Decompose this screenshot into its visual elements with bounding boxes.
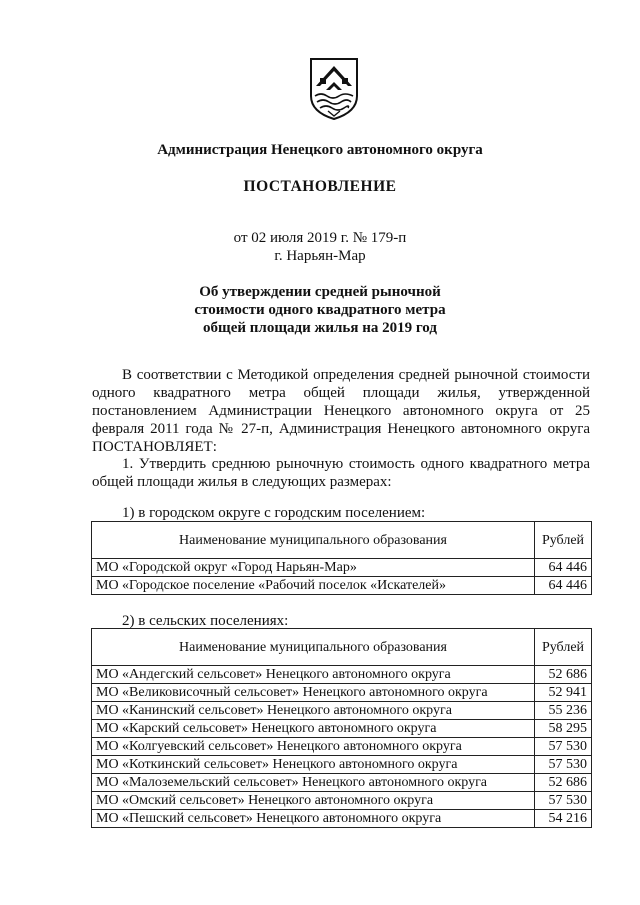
municipality-name: МО «Колгуевский сельсовет» Ненецкого автономного округа — [92, 738, 535, 756]
column-header-rubles: Рублей — [535, 629, 592, 666]
subject-line: стоимости одного квадратного метра — [194, 302, 446, 318]
table-row — [92, 666, 592, 684]
municipality-name: МО «Городское поселение «Рабочий поселок «Искателей» — [92, 577, 535, 595]
price-value: 57 530 — [535, 738, 592, 756]
table-row — [92, 702, 592, 720]
table-header-row — [92, 522, 592, 559]
rural-prices-table — [91, 628, 592, 828]
table-row — [92, 684, 592, 702]
table-row — [92, 559, 592, 577]
price-value: 55 236 — [535, 702, 592, 720]
municipality-name: МО «Пешский сельсовет» Ненецкого автономного округа — [92, 810, 535, 828]
column-header-rubles: Рублей — [535, 522, 592, 559]
table-row — [92, 810, 592, 828]
municipality-name: МО «Андегский сельсовет» Ненецкого автономного округа — [92, 666, 535, 684]
column-header-name: Наименование муниципального образования — [92, 629, 535, 666]
municipality-name: МО «Великовисочный сельсовет» Ненецкого автономного округа — [92, 684, 535, 702]
urban-prices-table — [91, 521, 592, 595]
price-value: 58 295 — [535, 720, 592, 738]
section1-heading: 1) в городском округе с городским поселением: — [122, 505, 426, 521]
municipality-name: МО «Малоземельский сельсовет» Ненецкого автономного округа — [92, 774, 535, 792]
resolution-paragraph: 1. Утвердить среднюю рыночную стоимость одного квадратного метра общей площади жилья в следующих размерах: — [92, 456, 590, 490]
municipality-name: МО «Канинский сельсовет» Ненецкого автономного округа — [92, 702, 535, 720]
coat-of-arms-icon — [308, 56, 360, 122]
table-header-row — [92, 629, 592, 666]
municipality-name: МО «Коткинский сельсовет» Ненецкого автономного округа — [92, 756, 535, 774]
document-subject — [0, 283, 640, 337]
municipality-name: МО «Карский сельсовет» Ненецкого автономного округа — [92, 720, 535, 738]
preamble-paragraph: В соответствии с Методикой определения средней рыночной стоимости одного квадратного метра общей площади жилья, утвержденной постановлением Администрации Ненецкого автономного округа от 25 февраля 2011 года № 27-п, Администрация Ненецкого автономного округа ПОСТАНОВЛЯЕТ: — [92, 367, 590, 455]
municipality-name: МО «Омский сельсовет» Ненецкого автономного округа — [92, 792, 535, 810]
document-date-number: от 02 июля 2019 г. № 179-п — [233, 230, 407, 246]
subject-line: Об утверждении средней рыночной — [199, 284, 441, 300]
table-row — [92, 774, 592, 792]
municipality-name: МО «Городской округ «Город Нарьян-Мар» — [92, 559, 535, 577]
section2-heading: 2) в сельских поселениях: — [122, 613, 289, 629]
document-city: г. Нарьян-Мар — [274, 248, 366, 264]
price-value: 52 941 — [535, 684, 592, 702]
price-value: 64 446 — [535, 577, 592, 595]
price-value: 52 686 — [535, 774, 592, 792]
table-row — [92, 720, 592, 738]
price-value: 54 216 — [535, 810, 592, 828]
price-value: 52 686 — [535, 666, 592, 684]
administration-name: Администрация Ненецкого автономного округа — [157, 142, 483, 158]
table-row — [92, 756, 592, 774]
document-type-title: ПОСТАНОВЛЕНИЕ — [243, 178, 397, 195]
table-row — [92, 577, 592, 595]
column-header-name: Наименование муниципального образования — [92, 522, 535, 559]
price-value: 57 530 — [535, 792, 592, 810]
table-row — [92, 738, 592, 756]
table-row — [92, 792, 592, 810]
subject-line: общей площади жилья на 2019 год — [203, 320, 437, 336]
price-value: 64 446 — [535, 559, 592, 577]
price-value: 57 530 — [535, 756, 592, 774]
